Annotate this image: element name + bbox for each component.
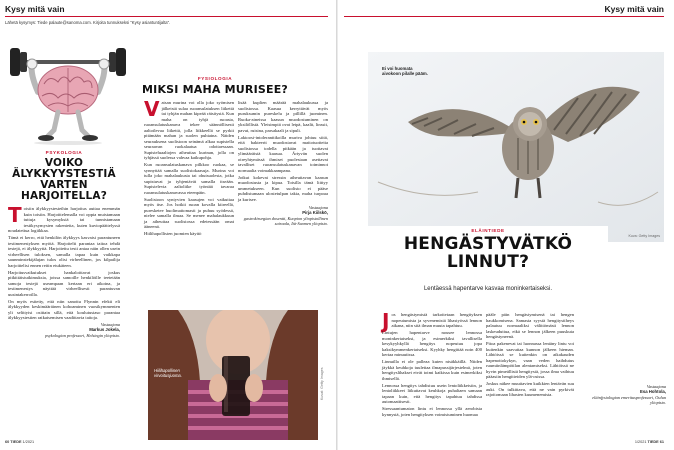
paragraph: Kun ruoansulatuskanava pilkkoo ruokaa, se synnyttää samalla suolistokaasuja. Murina voi tulla joko mahalaukusta tai ohutsuolesta, jotka supistuvat ja tyhjentävät samalla itseään. Supistelevia aaltoliike työntää tavaraa ruoansulatuskanavassa eteenpäin. <box>144 162 234 195</box>
byline <box>8 322 120 338</box>
paragraph: lisää kuplien määrää mahalaukussa ja suolistossa. Kaasua kerryttävät myös puruksumin pureskelu ja pillillä juominen. Ruoka-aineissa kaasun muodostuminen on yksilöllistä. Yleisimpiä ovat leipä, kaalit, linssit, pavut, ruisina, parsakaali ja sipuli. <box>238 100 328 133</box>
article-byline-column <box>582 312 666 405</box>
paragraph: oisiin älykkyystesteihin harjoitus auttaa enemmän kuin toisiin. Harjoittelemalla voi oppia muistamaan tuttuja kysymyksiä tai tunnistamaan testikysymysten rakenteita, kuten kuviopäättelyssä noudatettua logiikkaa. <box>8 206 120 234</box>
photo-credit: Kuva: Getty Images <box>628 234 660 238</box>
reader-note: Lähetä kysymys: Tiede palaute@sanoma.com. Kirjoita tunnukseksi "Kysy asiantuntijalta". <box>5 20 171 25</box>
paragraph: On myös esitetty, että niin sanottu Flynnin efekti eli älykkyyden keskimääräinen kohoaminen vuosikymmenten yli selittyisi osittain sillä, että koulutustaso parantaa älykkyystestien ratkaisemisen vaadittavia taitoja. <box>8 298 120 321</box>
section-title: Kysy mitä vain <box>5 4 65 14</box>
drink-photo <box>148 310 318 440</box>
paragraph: Joskus näkee muuttavien kuikkien lentävän suu auki. On tulkittava, että ne vain pyrkivät rajoitomaan lihasten kuumenemista. <box>486 381 574 397</box>
article-column <box>144 97 234 238</box>
magazine-name: TIEDE <box>647 440 659 444</box>
dropcap: J <box>382 309 390 333</box>
paragraph: atsan murina voi olla joko syömisen jälkeistä sulaa ruoansulatuksen liikettä tai tyhjän mahan kipeää rätsitystä. Kun maha on tyhjä ruoasta, ruoansulatuskanava tekee säännöllisesti aaltoilevaa liikettä, jolla liikkeellä se pyrkii pitämään mahan ja suolen puhtaina. Näiden seurauksena suolistoon seinämä alkaa supistella seuraavan ruokalaatua odottaessaan. Supisteluaaltojen aiheuttaa kurinan, jolla on tyhjässä suolessa vahvaa kaikupohja. <box>144 100 234 160</box>
paragraph: Laktoosi-intoleranttikoilla muriva johtuu siitä, että bakteerit muodostavat maitotuotteita suolistossa todella pitkään ja tuottavat ylimääräistä kaasua. Ärtyvän suolen oireyhtymässä ihmiset puolestaan asettavat tavalliset ruoansulatuskanavan toiminnot normaalia voimakkaampana. <box>238 134 328 173</box>
photo-credit: Kuvat: Getty Images <box>320 367 324 400</box>
owl-photo <box>368 52 664 242</box>
dropcap: T <box>8 203 22 228</box>
brain-icon <box>38 66 98 114</box>
byline-title: gastrokirurgian dosentti, Kuopion yliopistollinen sairaala, Itä-Suomen yliopisto. <box>243 215 328 226</box>
byline-name: Esa Hohtola, <box>639 389 666 395</box>
paragraph: Lintujen hapentarve nousee lennossa moninkertaiseksi, ja esimerkiksi tavallisella kesykyyhkyllä hengitys nopeutuu jopa kaksikymmenkertaiseksi. Kyyhky hengittää noin 400 kertaa minuutissa. <box>382 330 482 357</box>
brain-lifting-weights-illustration <box>8 34 128 146</box>
paragraph: Tämä ei kerro, että henkilön älykkyys kasvaisi parantuneen testimenestyksen myötä. Harjoitelti parantaa taitoa tehdä testejä, ei älykkyyttä. Harjoitettu testi antaa näin ollen usein virheellisen tuloksen, samalla tapaa kuin vaikkapa saunminstekijälajan tulos olisi virheellinen, jos kilpailija harjoittelisi ennen reitin etukäteen. <box>8 235 120 268</box>
header-rule <box>5 16 328 17</box>
byline-prefix: Vastaajana <box>308 205 328 210</box>
byline-title: eläinfysiologian emeritusprofessori, Oulun yliopisto. <box>592 394 666 405</box>
paragraph: Linnuilla ei ole palleaa kuten nisäkkäillä. Niiden jäykkä keuhkoja tuulettaa ilmapussijärjestelmä, joten hengityslihakset eivät toimi kaikissa kuin esimerkiksi ihmisellä. <box>382 359 482 381</box>
article-kicker: FYSIOLOGIA <box>197 76 233 81</box>
article-headline: VOIKO ÄLYKKYYSTESTIÄ VARTEN HARJOITELLA? <box>12 157 116 203</box>
issue-number: 1/2021 <box>634 440 647 444</box>
paragraph: Harjoitusvaikutukset hankaloittavat joskus pitkittäistutkimuksia, joissa samoille henkilöille teetetään samoja testejä useampaan kertaan eri aikoina, ja testimenestys näyttää virheellisesti parantuvan uusintakerroilla. <box>8 269 120 297</box>
byline-prefix: Vastaajana <box>100 322 120 328</box>
photo-caption: Ei voi huomata aivokoon pilalle pääm. <box>382 66 428 76</box>
dropcap: V <box>144 97 160 121</box>
byline-name: Markus Jokela, <box>89 327 120 333</box>
byline-title: psykologian professori, Helsingin yliopisto. <box>45 332 120 338</box>
paragraph: pääle päin hengästymisenä tai hengen haukkomisena. Samasta syystä hengitystiheys palautuu normaaliksi välittömästi lennon laskeuduttua, eikä se lennon jälkeen puuskuta hengästyneenä. <box>486 312 574 339</box>
byline-name: Pirja Kiilskö, <box>302 210 328 216</box>
page-number: 60 <box>5 440 10 444</box>
paragraph: Suolistoon syntyvien kaasujen voi vaikuttaa myös itse. Jos hotkii ruoan kovalla kiireellä, puresketee huolimattomasti ja puhuu syödessä, nielee samalla ilmaa. Se menee mahalaukkuun ja aiheuttaa suolistossa edetessään omat ääneenä. <box>144 196 234 229</box>
psychology-article <box>8 150 120 338</box>
right-page <box>338 0 674 450</box>
header-rule <box>344 16 664 17</box>
magazine-name: TIEDE <box>10 440 22 444</box>
article-kicker: ELÄINTIEDE <box>471 228 505 233</box>
flying-owl-image <box>368 52 664 242</box>
paragraph: Lennossa hengitys tahdistuu usein lentoliikkeisiin, ja lentoliikkeet liikuttavat keuhkoja puhaltaen samaan tapaan kuin, että hengitys tapahtuu tahdissa automaattisesti. <box>382 382 482 404</box>
paragraph: Pitoa pakenevat tai luonnassa lentäny lintu voi kuitenkin saavuttaa kunnon jälkeen hieman. Lähtöissä se kuitenkin on aikakauden hapenottokykyn, vaan veden haihdutus ruumiinlämpötilan alentamiseksi. Lähtöissä ne hyvin pimeällistä hengitystä, jossa ilma vaihtuu pääasiin hengitteiden ylä-osissa. <box>486 341 574 379</box>
page-footer <box>635 440 664 444</box>
issue-number: 1/2021 <box>22 440 35 444</box>
article-column <box>486 312 574 399</box>
left-page <box>0 0 336 450</box>
photo-caption: Hiilihapollinen virvoitusjuoma. <box>154 368 182 378</box>
paragraph: os hengästymistä tarkoitetaan hengityksen nopeutumista ja syvenemistä lihastyössä lennon aikana, niin sitä ilman muuta tapahtuu. <box>391 312 482 328</box>
paragraph: Jotkut kokevat stressin aiheuttavan kaasun muodostusta ja kipua. Toisilla tämä liittyy ummetukseen. Kun suolisto ei pääse puhdistumaan ulostetulpan takia, maha turpoaa ja kurisee. <box>238 174 328 202</box>
page-footer <box>5 440 34 444</box>
byline <box>582 384 666 405</box>
article-headline: MIKSI MAHA MURISEE? <box>142 83 288 96</box>
paragraph: Stressaantumaton lintu ei lennossa yllä aerobista kynnystä, joten hengityksen voimistuminen huomaa <box>382 406 482 417</box>
article-kicker: PSYKOLOGIA <box>45 150 83 155</box>
page-number: 61 <box>659 440 664 444</box>
paragraph: Hiilihapollisten juomien käyttö <box>144 231 202 236</box>
article-body <box>8 203 120 321</box>
article-column <box>382 309 482 419</box>
article-deck: Lentäessä hapentarve kasvaa moninkertaiseksi. <box>423 286 553 292</box>
byline-prefix: Vastaajana <box>646 384 666 389</box>
article-column <box>238 100 328 226</box>
section-title: Kysy mitä vain <box>604 4 664 14</box>
article-headline: HENGÄSTYVÄTKÖ LINNUT? <box>403 234 573 272</box>
byline <box>238 205 328 226</box>
